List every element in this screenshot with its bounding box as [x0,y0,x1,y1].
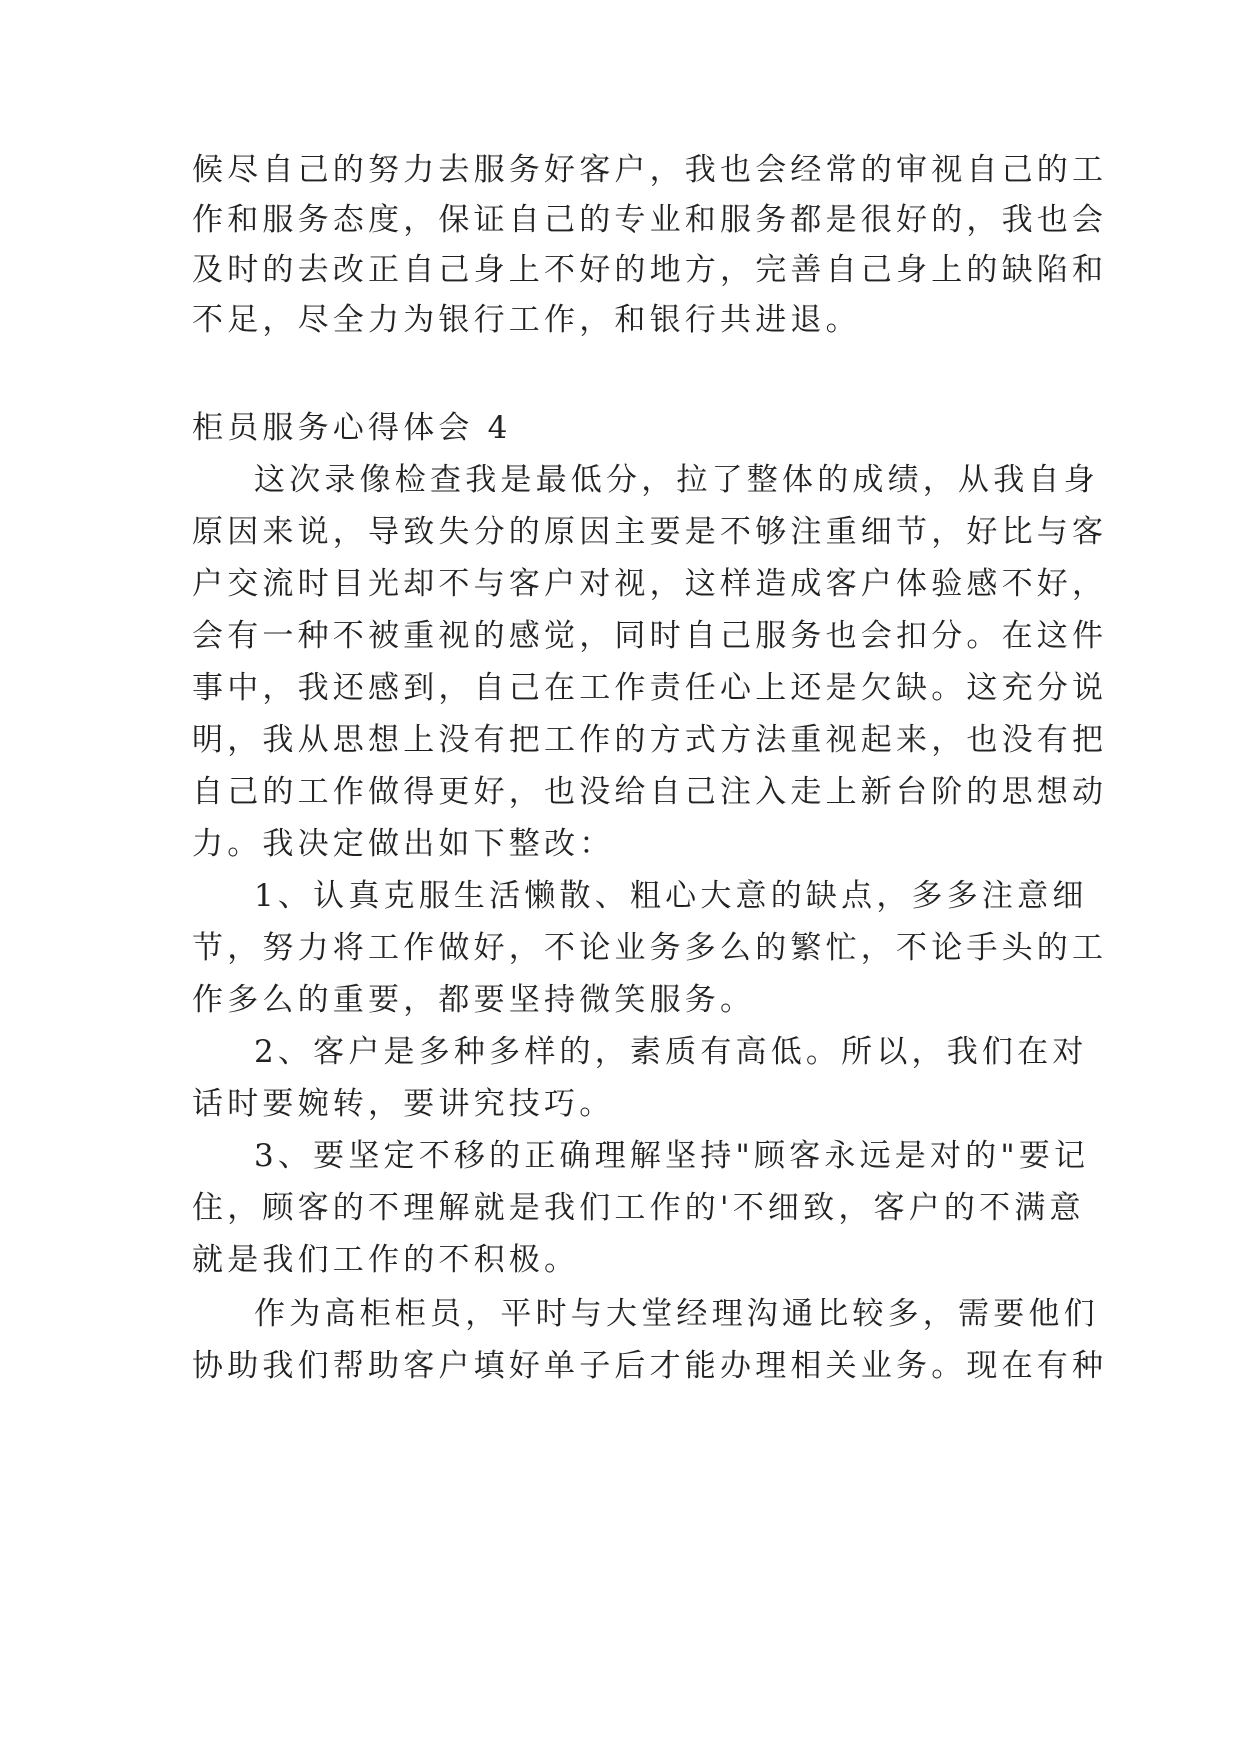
list-item-line: 3、要坚定不移的正确理解坚持"顾客永远是对的"要记 [254,1138,1090,1174]
list-item-line: 话时要婉转，要讲究技巧。 [192,1086,615,1122]
list-item-line: 节，努力将工作做好，不论业务多么的繁忙，不论手头的工 [192,930,1108,966]
paragraph-line: 自己的工作做得更好，也没给自己注入走上新台阶的思想动 [192,774,1108,810]
paragraph-line: 协助我们帮助客户填好单子后才能办理相关业务。现在有种 [192,1348,1108,1384]
paragraph-line: 明，我从思想上没有把工作的方式方法重视起来，也没有把 [192,722,1108,758]
paragraph-line: 事中，我还感到，自己在工作责任心上还是欠缺。这充分说 [192,670,1108,706]
paragraph-line: 这次录像检查我是最低分，拉了整体的成绩，从我自身 [254,462,1099,498]
paragraph-line: 作为高柜柜员，平时与大堂经理沟通比较多，需要他们 [254,1296,1099,1332]
list-item-line: 1、认真克服生活懒散、粗心大意的缺点，多多注意细 [254,878,1088,914]
paragraph-line: 作和服务态度，保证自己的专业和服务都是很好的，我也会 [192,202,1108,238]
paragraph-line: 原因来说，导致失分的原因主要是不够注重细节，好比与客 [192,514,1108,550]
list-item-line: 住，顾客的不理解就是我们工作的'不细致，客户的不满意 [192,1190,1085,1226]
list-item-line: 作多么的重要，都要坚持微笑服务。 [192,982,756,1018]
list-item-line: 2、客户是多种多样的，素质有高低。所以，我们在对 [254,1034,1088,1070]
section-heading: 柜员服务心得体会 4 [192,410,512,446]
paragraph-line: 不足，尽全力为银行工作，和银行共进退。 [192,302,861,338]
paragraph-line: 及时的去改正自己身上不好的地方，完善自己身上的缺陷和 [192,252,1108,288]
paragraph-line: 力。我决定做出如下整改： [192,826,615,862]
paragraph-line: 户交流时目光却不与客户对视，这样造成客户体验感不好， [192,566,1108,602]
paragraph-line: 会有一种不被重视的感觉，同时自己服务也会扣分。在这件 [192,618,1108,654]
paragraph-line: 候尽自己的努力去服务好客户，我也会经常的审视自己的工 [192,152,1108,188]
list-item-line: 就是我们工作的不积极。 [192,1242,580,1278]
